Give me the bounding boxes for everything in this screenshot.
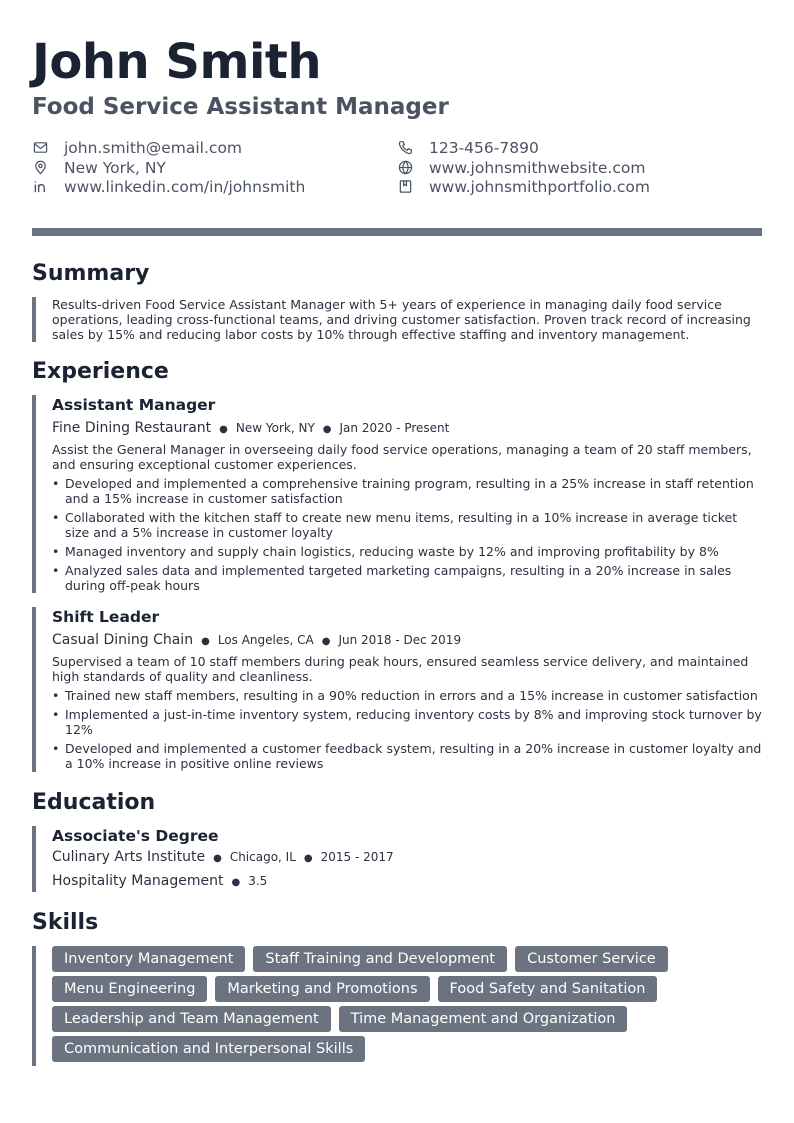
job-bullet: • Implemented a just-in-time inventory system, reducing inventory costs by 8% and improving stock turnover by 12% — [52, 707, 762, 737]
job-bullets — [52, 476, 762, 593]
candidate-name: John Smith — [32, 34, 322, 90]
header-divider — [32, 228, 762, 236]
job-bullet: • Managed inventory and supply chain logistics, reducing waste by 12% and improving profitability by 8% — [52, 544, 762, 559]
skills-heading: Skills — [32, 910, 99, 935]
contact-portfolio[interactable] — [397, 177, 650, 196]
skill-chip: Inventory Management — [52, 946, 245, 972]
experience-item — [32, 395, 762, 593]
job-location: New York, NY — [235, 421, 315, 435]
contact-location — [32, 158, 166, 177]
experience-item — [32, 607, 762, 772]
job-dates: Jan 2020 - Present — [339, 421, 450, 435]
candidate-headline: Food Service Assistant Manager — [32, 94, 449, 120]
education-gpa: 3.5 — [248, 874, 268, 888]
skill-chip: Time Management and Organization — [339, 1006, 628, 1032]
contact-linkedin[interactable] — [32, 177, 305, 196]
job-description: Supervised a team of 10 staff members during peak hours, ensured seamless service delivery, and maintained high standards of quality and cleanliness. — [52, 654, 749, 684]
skill-chip: Leadership and Team Management — [52, 1006, 331, 1032]
education-item — [32, 826, 762, 892]
job-company: Casual Dining Chain — [52, 632, 194, 648]
contact-phone[interactable] — [397, 138, 539, 157]
globe-icon — [397, 160, 413, 176]
job-location: Los Angeles, CA — [217, 633, 314, 647]
location-pin-icon — [32, 160, 48, 176]
education-heading: Education — [32, 790, 156, 815]
school-location: Chicago, IL — [229, 850, 296, 864]
contact-website[interactable] — [397, 158, 645, 177]
summary-block — [32, 297, 762, 342]
job-company: Fine Dining Restaurant — [52, 420, 212, 436]
skill-chip: Staff Training and Development — [253, 946, 507, 972]
job-bullet: • Trained new staff members, resulting in a 90% reduction in errors and a 15% increase in customer satisfaction — [52, 688, 762, 703]
job-bullet: • Analyzed sales data and implemented targeted marketing campaigns, resulting in a 20% increase in sales during off-peak hours — [52, 563, 762, 593]
job-bullet: • Collaborated with the kitchen staff to create new menu items, resulting in a 10% increase in average ticket size and a 5% increase in customer loyalty — [52, 510, 762, 540]
linkedin-text: www.linkedin.com/in/johnsmith — [64, 177, 306, 196]
experience-heading: Experience — [32, 359, 169, 384]
education-field-line: Hospitality Management ● 3.5 — [52, 873, 268, 889]
skill-chip: Communication and Interpersonal Skills — [52, 1036, 365, 1062]
linkedin-icon — [32, 179, 48, 195]
job-meta: Fine Dining Restaurant ● New York, NY ● Jan 2020 - Present — [52, 420, 450, 436]
contact-list — [32, 138, 762, 200]
skill-chip: Customer Service — [515, 946, 668, 972]
job-dates: Jun 2018 - Dec 2019 — [338, 633, 462, 647]
email-text: john.smith@email.com — [64, 138, 243, 157]
field-of-study: Hospitality Management — [52, 873, 224, 889]
school-name: Culinary Arts Institute — [52, 849, 206, 865]
job-bullet: • Developed and implemented a customer feedback system, resulting in a 20% increase in customer loyalty and a 10% increase in positive online reviews — [52, 741, 762, 771]
contact-email[interactable] — [32, 138, 242, 157]
job-title: Assistant Manager — [52, 396, 216, 414]
job-bullet: • Developed and implemented a comprehensive training program, resulting in a 25% increase in staff retention and a 15% increase in customer satisfaction — [52, 476, 762, 506]
degree-title: Associate's Degree — [52, 827, 219, 845]
website-text: www.johnsmithwebsite.com — [429, 158, 646, 177]
phone-icon — [397, 140, 413, 156]
job-meta: Casual Dining Chain ● Los Angeles, CA ● Jun 2018 - Dec 2019 — [52, 632, 462, 648]
skill-chip: Food Safety and Sanitation — [438, 976, 658, 1002]
summary-heading: Summary — [32, 261, 150, 286]
skills-list — [52, 946, 762, 1066]
job-description: Assist the General Manager in overseeing daily food service operations, managing a team of 20 staff members, and ensuring exceptional customer experiences. — [52, 442, 752, 472]
location-text: New York, NY — [64, 158, 166, 177]
skill-chip: Marketing and Promotions — [215, 976, 429, 1002]
bookmark-icon — [397, 179, 413, 195]
skills-block — [32, 946, 762, 1066]
mail-icon — [32, 140, 48, 156]
job-title: Shift Leader — [52, 608, 160, 626]
summary-text: Results-driven Food Service Assistant Manager with 5+ years of experience in managing daily food service operations, leading cross-functional teams, and driving customer satisfaction. Proven track record of increasing sales by 15% and reducing labor costs by 10% through effective staffing and inventory management. — [52, 297, 751, 342]
skill-chip: Menu Engineering — [52, 976, 207, 1002]
portfolio-text: www.johnsmithportfolio.com — [429, 177, 650, 196]
education-meta: Culinary Arts Institute ● Chicago, IL ● 2015 - 2017 — [52, 849, 394, 865]
education-years: 2015 - 2017 — [320, 850, 394, 864]
phone-text: 123-456-7890 — [429, 138, 539, 157]
job-bullets — [52, 688, 762, 771]
